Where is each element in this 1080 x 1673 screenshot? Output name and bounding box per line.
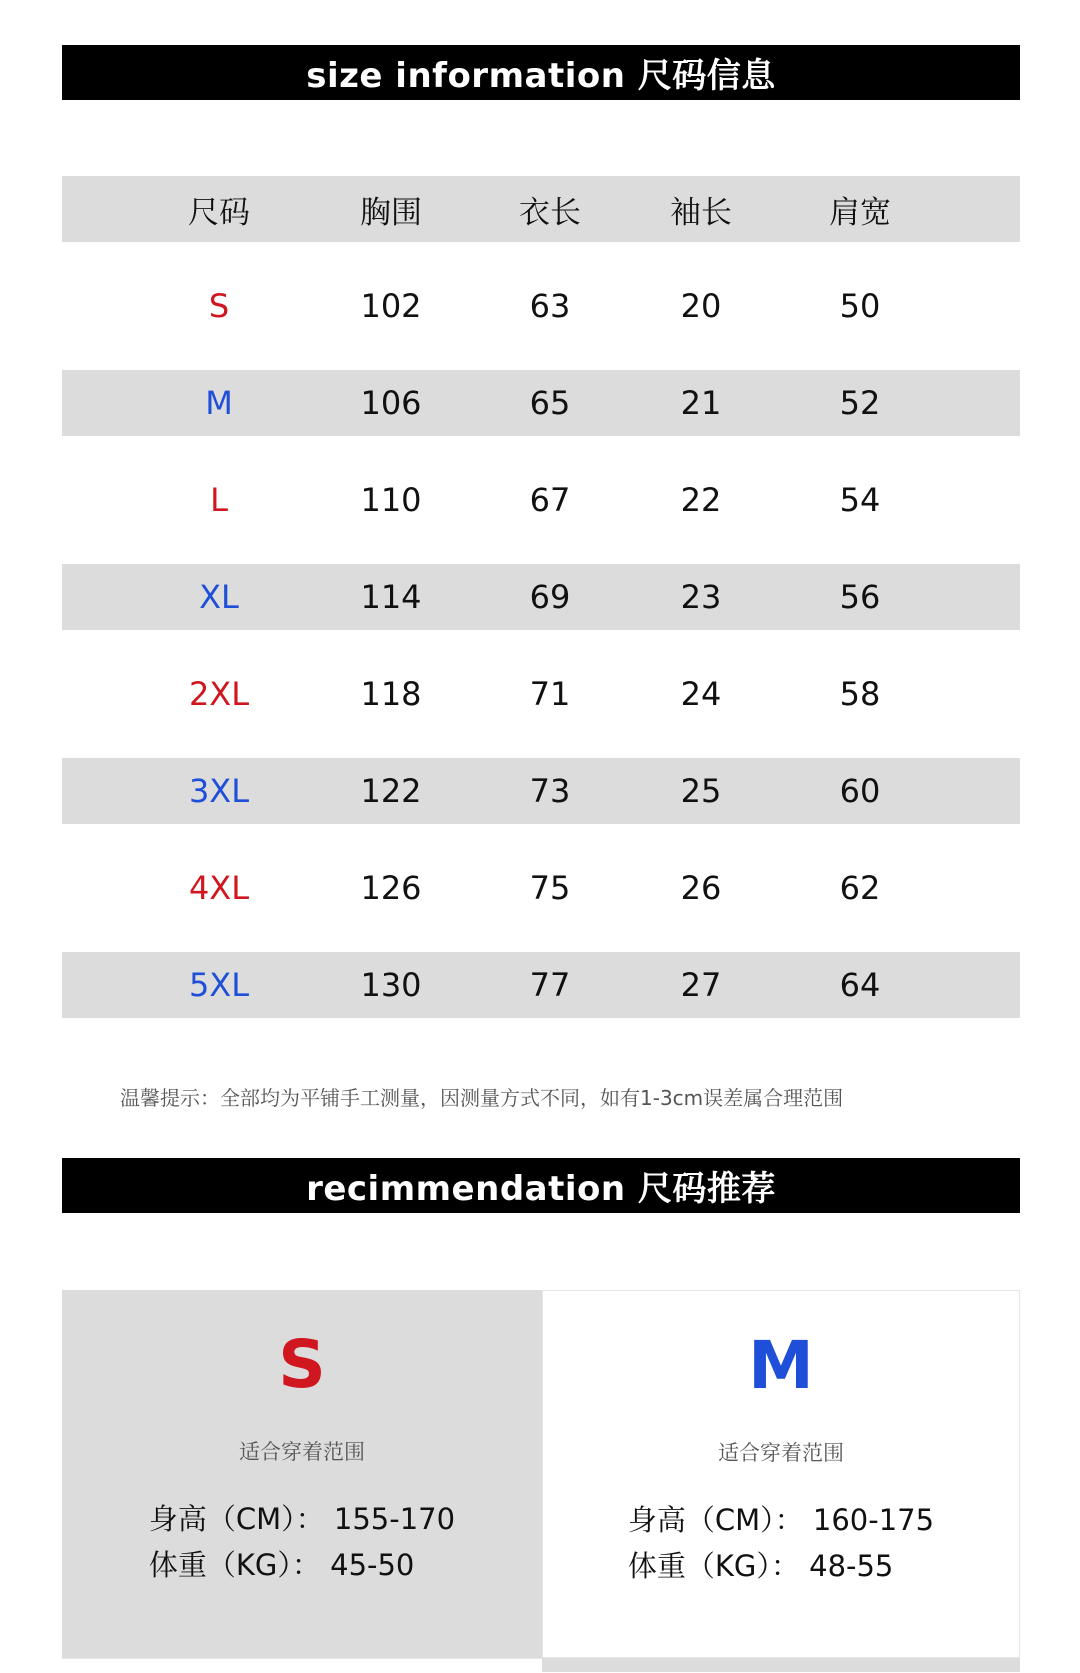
cell-sleeve: 22 <box>680 481 722 519</box>
cell-shoulder: 60 <box>839 772 881 810</box>
cell-shoulder: 54 <box>839 481 881 519</box>
cell-length: 73 <box>529 772 571 810</box>
table-row <box>62 467 1020 533</box>
header-length: 衣长 <box>519 194 581 231</box>
cell-length: 65 <box>529 384 571 422</box>
rec-size-label: M <box>748 1327 814 1404</box>
recommendation-banner <box>62 1158 1020 1213</box>
cell-length: 75 <box>529 869 571 907</box>
next-card-edge-right <box>542 1658 1020 1672</box>
cell-sleeve: 26 <box>680 869 722 907</box>
table-row <box>62 564 1020 630</box>
cell-shoulder: 50 <box>839 287 881 325</box>
rec-subtitle: 适合穿着范围 <box>718 1441 844 1465</box>
table-row <box>62 855 1020 921</box>
cell-chest: 106 <box>360 384 422 422</box>
cell-sleeve: 24 <box>680 675 722 713</box>
cell-length: 67 <box>529 481 571 519</box>
cell-size: 2XL <box>188 675 250 713</box>
table-row <box>62 273 1020 339</box>
rec-weight: 体重（KG）： 48-55 <box>627 1549 894 1583</box>
cell-sleeve: 25 <box>680 772 722 810</box>
rec-height: 身高（CM）： 155-170 <box>148 1502 456 1536</box>
cell-size: S <box>208 287 230 325</box>
cell-shoulder: 52 <box>839 384 881 422</box>
cell-sleeve: 23 <box>680 578 722 616</box>
rec-size-label: S <box>278 1326 326 1403</box>
recommendation-title: recimmendation 尺码推荐 <box>306 1169 776 1209</box>
table-row <box>62 952 1020 1018</box>
next-card-edge-left <box>62 1658 542 1673</box>
size-information-title: size information 尺码信息 <box>306 56 776 96</box>
cell-shoulder: 62 <box>839 869 881 907</box>
table-row <box>62 370 1020 436</box>
size-information-banner <box>62 45 1020 100</box>
recommendation-card-m <box>542 1290 1020 1658</box>
header-sleeve: 袖长 <box>670 194 732 231</box>
rec-weight: 体重（KG）： 45-50 <box>148 1548 415 1582</box>
rec-height: 身高（CM）： 160-175 <box>627 1503 935 1537</box>
cell-length: 69 <box>529 578 571 616</box>
cell-size: 4XL <box>188 869 250 907</box>
cell-chest: 126 <box>360 869 422 907</box>
size-table <box>62 176 1020 1018</box>
header-shoulder: 肩宽 <box>829 194 891 231</box>
table-row <box>62 661 1020 727</box>
cell-shoulder: 64 <box>839 966 881 1004</box>
recommendation-card-s <box>62 1290 542 1658</box>
measurement-note: 温馨提示：全部均为平铺手工测量，因测量方式不同，如有1-3cm误差属合理范围 <box>120 1086 844 1110</box>
cell-chest: 118 <box>360 675 422 713</box>
cell-length: 71 <box>529 675 571 713</box>
cell-shoulder: 58 <box>839 675 881 713</box>
header-size: 尺码 <box>188 194 250 231</box>
cell-size: M <box>205 384 233 422</box>
table-row <box>62 758 1020 824</box>
header-chest: 胸围 <box>360 194 422 231</box>
recommendation-cards <box>62 1290 1020 1672</box>
cell-sleeve: 20 <box>680 287 722 325</box>
cell-chest: 122 <box>360 772 422 810</box>
cell-sleeve: 21 <box>680 384 722 422</box>
cell-sleeve: 27 <box>680 966 722 1004</box>
cell-length: 63 <box>529 287 571 325</box>
cell-shoulder: 56 <box>839 578 881 616</box>
rec-subtitle: 适合穿着范围 <box>239 1440 365 1464</box>
table-header-row <box>62 176 1020 242</box>
cell-size: XL <box>199 578 239 616</box>
cell-size: 5XL <box>188 966 250 1004</box>
cell-chest: 110 <box>360 481 422 519</box>
cell-length: 77 <box>529 966 571 1004</box>
cell-size: 3XL <box>188 772 250 810</box>
cell-chest: 114 <box>360 578 422 616</box>
cell-size: L <box>210 481 228 519</box>
cell-chest: 102 <box>360 287 422 325</box>
cell-chest: 130 <box>360 966 422 1004</box>
